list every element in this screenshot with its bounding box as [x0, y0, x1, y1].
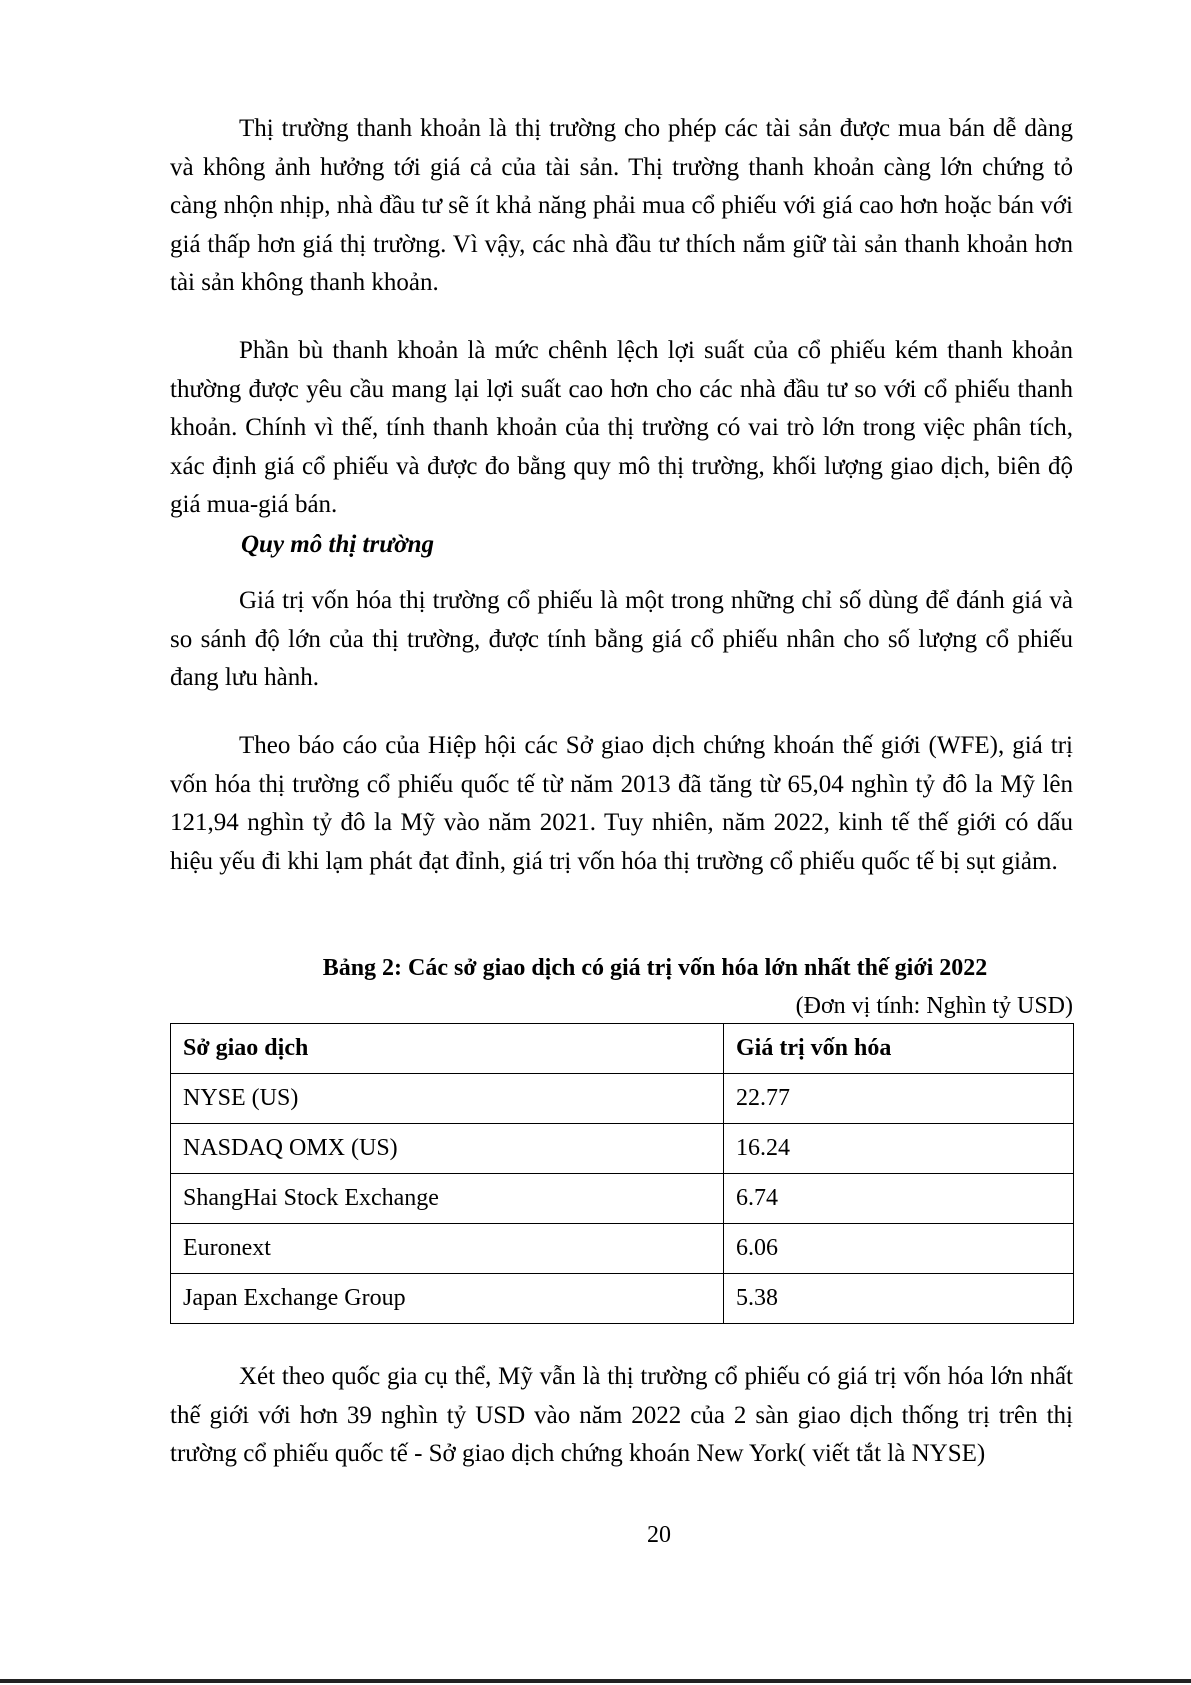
table-header-row [171, 1024, 1074, 1074]
table-row [171, 1274, 1074, 1324]
table-caption: Bảng 2: Các sở giao dịch có giá trị vốn hóa lớn nhất thế giới 2022 [322, 955, 988, 981]
paragraph-liquidity-premium: Phần bù thanh khoản là mức chênh lệch lợi suất của cổ phiếu kém thanh khoản thường được yêu cầu mang lại lợi suất cao hơn cho các nhà đầu tư so với cổ phiếu thanh khoản. Chính vì thế, tính thanh khoản của thị trường có vai trò lớn trong việc phân tích, xác định giá cổ phiếu và được đo bằng quy mô thị trường, khối lượng giao dịch, biên độ giá mua-giá bán. [170, 337, 1073, 519]
header-exchange: Sở giao dịch [171, 1024, 724, 1074]
page-number: 20 [647, 1522, 671, 1548]
market-cap-value: 6.74 [724, 1174, 1074, 1224]
section-heading: Quy mô thị trường [241, 531, 435, 558]
exchange-market-cap-table [170, 1023, 1074, 1324]
paragraph-market-cap-definition: Giá trị vốn hóa thị trường cổ phiếu là một trong những chỉ số dùng để đánh giá và so sánh độ lớn của thị trường, được tính bằng giá cổ phiếu nhân cho số lượng cổ phiếu đang lưu hành. [170, 587, 1073, 692]
exchange-name: NASDAQ OMX (US) [171, 1124, 724, 1174]
exchange-name: NYSE (US) [171, 1074, 724, 1124]
exchange-name: Japan Exchange Group [171, 1274, 724, 1324]
table-unit: (Đơn vị tính: Nghìn tỷ USD) [795, 993, 1073, 1019]
market-cap-value: 16.24 [724, 1124, 1074, 1174]
table-row [171, 1174, 1074, 1224]
paragraph-us-market: Xét theo quốc gia cụ thể, Mỹ vẫn là thị trường cổ phiếu có giá trị vốn hóa lớn nhất thế giới với hơn 39 nghìn tỷ USD vào năm 2022 của 2 sàn giao dịch thống trị trên thị trường cổ phiếu quốc tế - Sở giao dịch chứng khoán New York( viết tắt là NYSE) [170, 1363, 1073, 1468]
table-row [171, 1224, 1074, 1274]
table-row [171, 1074, 1074, 1124]
market-cap-value: 5.38 [724, 1274, 1074, 1324]
market-cap-value: 22.77 [724, 1074, 1074, 1124]
market-cap-value: 6.06 [724, 1224, 1074, 1274]
paragraph-liquid-market: Thị trường thanh khoản là thị trường cho phép các tài sản được mua bán dễ dàng và không ảnh hưởng tới giá cả của tài sản. Thị trường thanh khoản càng lớn chứng tỏ càng nhộn nhịp, nhà đầu tư sẽ ít khả năng phải mua cổ phiếu với giá cao hơn hoặc bán với giá thấp hơn giá thị trường. Vì vậy, các nhà đầu tư thích nắm giữ tài sản thanh khoản hơn tài sản không thanh khoản. [170, 115, 1073, 297]
exchange-name: ShangHai Stock Exchange [171, 1174, 724, 1224]
page-bottom-edge [0, 1679, 1191, 1683]
header-market-cap: Giá trị vốn hóa [724, 1024, 1074, 1074]
table-row [171, 1124, 1074, 1174]
paragraph-wfe-report: Theo báo cáo của Hiệp hội các Sở giao dịch chứng khoán thế giới (WFE), giá trị vốn hóa thị trường cổ phiếu quốc tế từ năm 2013 đã tăng từ 65,04 nghìn tỷ đô la Mỹ lên 121,94 nghìn tỷ đô la Mỹ vào năm 2021. Tuy nhiên, năm 2022, kinh tế thế giới có dấu hiệu yếu đi khi lạm phát đạt đỉnh, giá trị vốn hóa thị trường cổ phiếu quốc tế bị sụt giảm. [170, 732, 1073, 875]
exchange-name: Euronext [171, 1224, 724, 1274]
